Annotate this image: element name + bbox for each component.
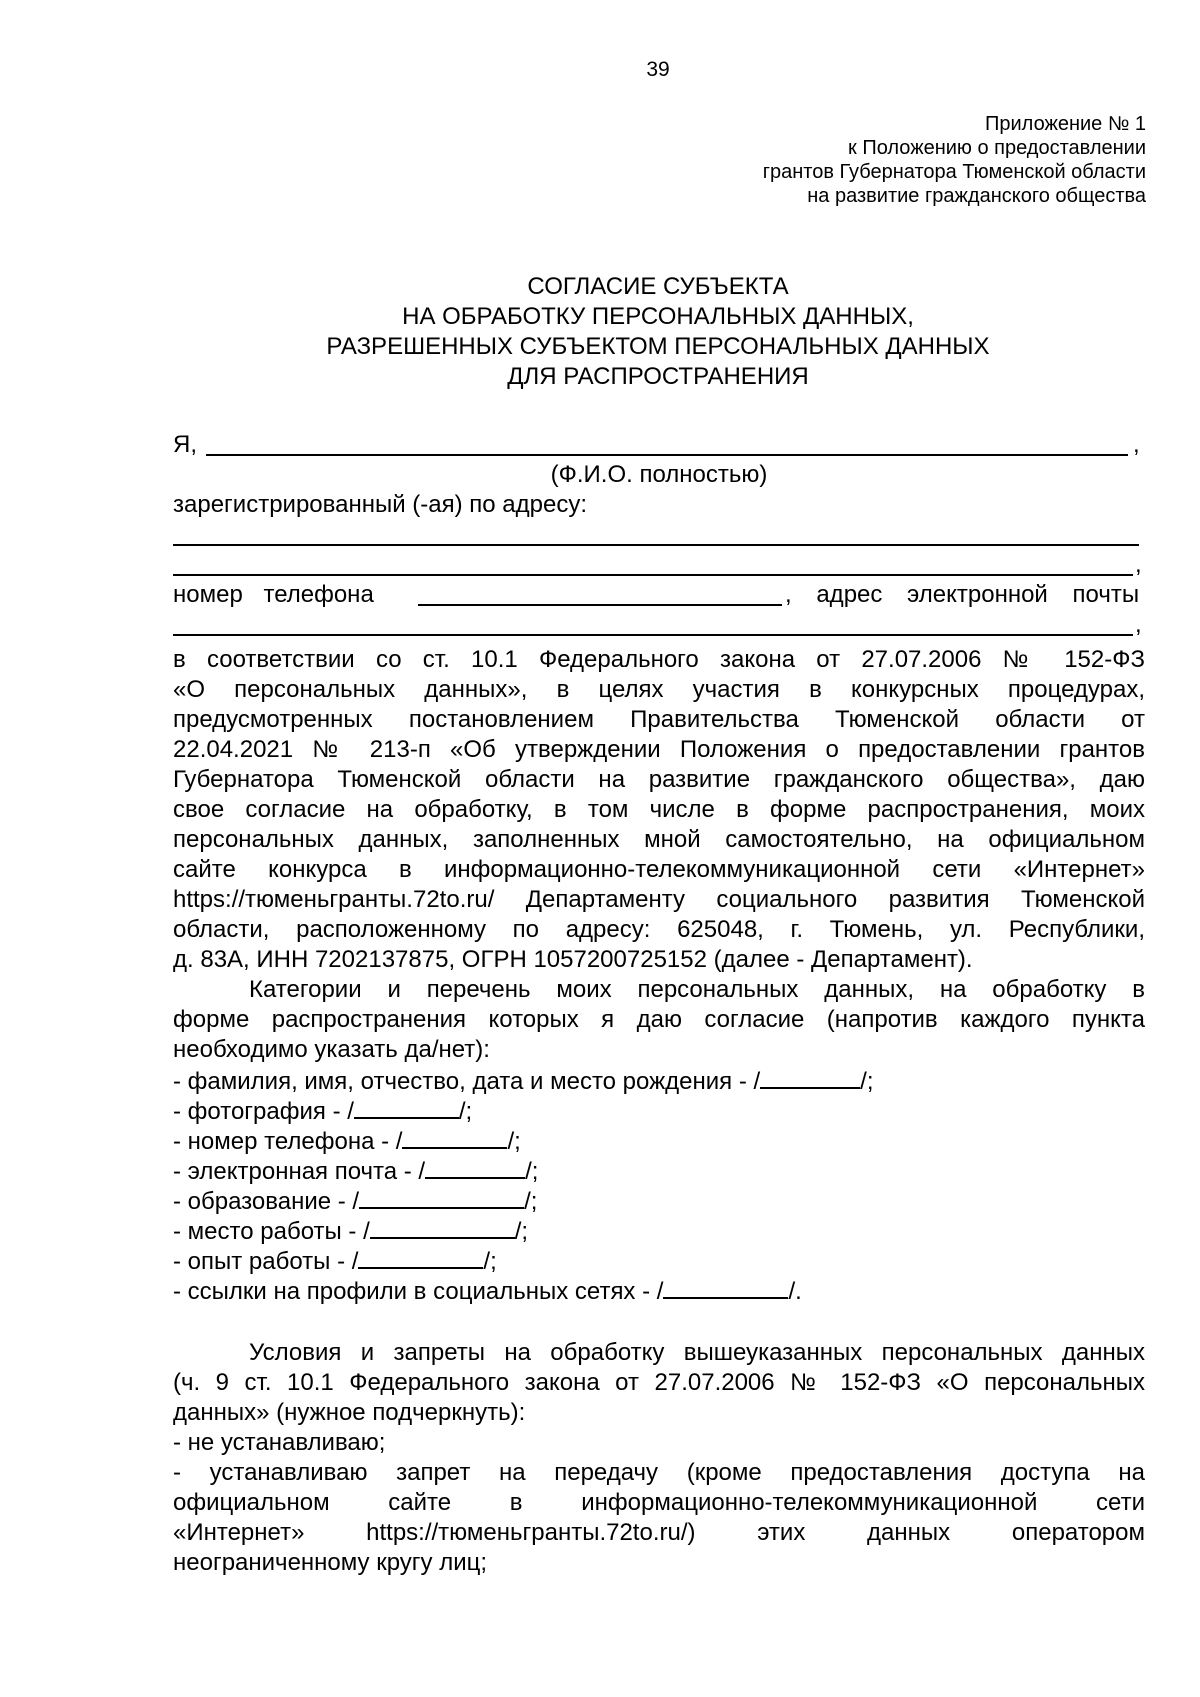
answer-field[interactable] [370,1215,515,1239]
paragraph-line: в соответствии со ст. 10.1 Федерального закона от 27.07.2006 № 152-ФЗ [173,646,1145,673]
option-ban-line: неограниченному кругу лиц; [173,1549,488,1576]
item-label: - фамилия, имя, отчество, дата и место рождения - / [173,1068,761,1095]
phone-field-line[interactable] [418,604,782,606]
list-item [173,1155,1145,1185]
answer-field[interactable] [358,1245,483,1269]
list-item [173,1245,1145,1275]
paragraph-line: данных» (нужное подчеркнуть): [173,1399,526,1426]
list-item [173,1095,1145,1125]
comma: , [1135,611,1142,638]
item-label: - опыт работы - / [173,1248,359,1275]
item-label: - номер телефона - / [173,1128,403,1155]
paragraph-line: (ч. 9 ст. 10.1 Федерального закона от 27.07.2006 № 152-ФЗ «О персональных [173,1369,1145,1396]
email-label: , адрес электронной почты [785,581,1140,608]
item-end: /; [507,1128,521,1155]
item-end: /; [860,1068,874,1095]
categories-paragraph [173,975,1145,1065]
paragraph-line: форме распространения которых я даю согласие (напротив каждого пункта [173,1006,1145,1033]
annex-line: на развитие гражданского общества [807,185,1146,207]
fio-field-line[interactable] [206,454,1128,456]
answer-field[interactable] [425,1155,525,1179]
phone-email-row [173,580,1145,610]
paragraph-line: предусмотренных постановлением Правительства Тюменской области от [173,706,1145,733]
conditions-paragraph [173,1338,1145,1578]
paragraph-line: Категории и перечень моих персональных данных, на обработку в [249,976,1145,1003]
paragraph-line: 22.04.2021 № 213-п «Об утверждении Положения о предоставлении грантов [173,736,1145,763]
paragraph-line: необходимо указать да/нет): [173,1036,490,1063]
item-end: /; [483,1248,497,1275]
page-number: 39 [646,58,670,81]
address-row-1 [173,520,1145,550]
option-ban-line: официальном сайте в информационно-телекоммуникационной сети [173,1489,1145,1516]
list-item [173,1275,1145,1305]
title-line: РАЗРЕШЕННЫХ СУБЪЕКТОМ ПЕРСОНАЛЬНЫХ ДАННЫХ [326,333,990,360]
paragraph-line: https://тюменьгранты.72to.ru/ Департаменту социального развития Тюменской [173,886,1145,913]
paragraph-line: области, расположенному по адресу: 625048, г. Тюмень, ул. Республики, [173,916,1145,943]
comma: , [1133,431,1140,458]
title-line: ДЛЯ РАСПРОСТРАНЕНИЯ [507,363,809,390]
phone-label: номер телефона [173,581,374,608]
address-row-2 [173,550,1145,580]
list-item [173,1125,1145,1155]
item-end: /; [525,1158,539,1185]
answer-field[interactable] [402,1125,507,1149]
option-ban-line: «Интернет» https://тюменьгранты.72to.ru/) этих данных оператором [173,1519,1145,1546]
title-line: НА ОБРАБОТКУ ПЕРСОНАЛЬНЫХ ДАННЫХ, [402,303,914,330]
annex-header [763,112,1146,208]
document-title [0,272,1200,392]
answer-field[interactable] [663,1275,788,1299]
answer-field[interactable] [359,1185,524,1209]
consent-paragraph [173,645,1145,975]
option-ban-line[interactable]: - устанавливаю запрет на передачу (кроме предоставления доступа на [173,1459,1145,1486]
comma: , [1135,551,1142,578]
list-item [173,1065,1145,1095]
data-categories-list [173,1065,1145,1305]
option-not-set[interactable]: - не устанавливаю; [173,1429,386,1456]
answer-field[interactable] [354,1095,459,1119]
personal-info-form [173,430,1145,640]
email-field-line[interactable] [173,634,1133,636]
email-row [173,610,1145,640]
title-line: СОГЛАСИЕ СУБЪЕКТА [527,273,789,300]
item-label: - образование - / [173,1188,360,1215]
paragraph-line: Условия и запреты на обработку вышеуказанных персональных данных [249,1339,1145,1366]
paragraph-line: д. 83А, ИНН 7202137875, ОГРН 1057200725152 (далее - Департамент). [173,946,973,973]
paragraph-line: «О персональных данных», в целях участия в конкурсных процедурах, [173,676,1145,703]
answer-field[interactable] [760,1065,860,1089]
fio-caption: (Ф.И.О. полностью) [550,461,768,488]
item-end: /; [524,1188,538,1215]
item-end: /; [514,1218,529,1245]
paragraph-line: персональных данных, заполненных мной самостоятельно, на официальном [173,826,1145,853]
fio-row [173,430,1145,460]
paragraph-line: сайте конкурса в информационно-телекоммуникационной сети «Интернет» [173,856,1145,883]
paragraph-line: свое согласие на обработку, в том числе в форме распространения, моих [173,796,1145,823]
annex-line: к Положению о предоставлении [848,137,1146,159]
address-field-line[interactable] [173,574,1133,576]
list-item [173,1185,1145,1215]
paragraph-line: Губернатора Тюменской области на развитие гражданского общества», даю [173,766,1145,793]
item-end: /; [458,1098,473,1125]
list-item [173,1215,1145,1245]
annex-line: Приложение № 1 [985,113,1146,135]
annex-line: грантов Губернатора Тюменской области [762,161,1146,183]
item-label: - электронная почта - / [173,1158,426,1185]
address-field-line[interactable] [173,544,1139,546]
item-label: - ссылки на профили в социальных сетях - / [173,1278,664,1305]
item-end: /. [788,1278,802,1305]
registered-label: зарегистрированный (-ая) по адресу: [173,491,588,518]
ya-label: Я, [173,431,197,458]
item-label: - место работы - / [173,1218,370,1245]
item-label: - фотография - / [173,1098,354,1125]
